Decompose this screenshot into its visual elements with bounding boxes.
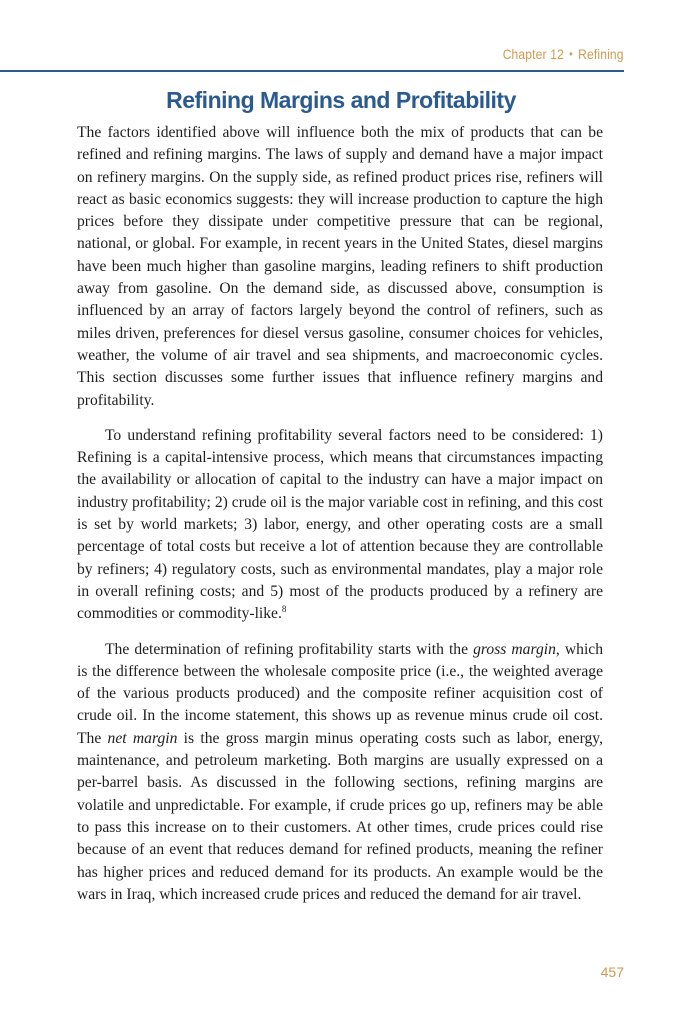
- paragraph-3: [77, 639, 603, 907]
- paragraph-2: [77, 425, 603, 626]
- paragraph-3-text-b: , which is the difference between the wholesale composite price (i.e., the weighted average of the various products produced) and the composite refiner acquisition cost of crude oil. In the income statement, this shows up as revenue minus crude oil cost. The: [77, 640, 604, 747]
- running-head: [503, 46, 624, 62]
- term-gross-margin: gross margin: [473, 640, 556, 658]
- page-number: 457: [600, 964, 624, 980]
- paragraph-1: [77, 122, 603, 412]
- footnote-ref: 8: [281, 604, 287, 615]
- paragraph-2-text: To understand refining profitability several factors need to be considered: 1) Refining is a capital-intensive process, which means that circumstances impacting the availability or allocation of capital to the industry can have a major impact on industry profitability; 2) crude oil is the major variable cost in refining, and this cost is set by world markets; 3) labor, energy, and other operating costs are a small percentage of total costs but receive a lot of attention because they are controllable by refiners; 4) regulatory costs, such as environmental mandates, play a major role in overall refining costs; and 5) most of the products produced by a refinery are commodities or commodity-like.: [77, 426, 603, 623]
- section-label: Refining: [578, 46, 624, 62]
- header-separator: •: [569, 47, 574, 61]
- paragraph-3-text-c: is the gross margin minus operating costs such as labor, energy, maintenance, and petroleum marketing. Both margins are usually expressed on a per-barrel basis. As discussed in the following sections, refining margins are volatile and unpredictable. For example, if crude prices go up, refiners may be able to pass this increase on to their customers. At other times, crude prices could rise because of an event that reduces demand for refined products, meaning the refiner has higher prices and reduced demand for its products. An example would be the wars in Iraq, which increased crude prices and reduced the demand for air travel.: [77, 729, 603, 903]
- chapter-label: Chapter 12: [503, 46, 565, 62]
- body-text: [77, 122, 603, 919]
- paragraph-3-text-a: The determination of refining profitability starts with the: [105, 640, 474, 658]
- section-title: Refining Margins and Profitability: [166, 87, 516, 113]
- header-rule: [0, 70, 624, 72]
- term-net-margin: net margin: [107, 729, 178, 747]
- paragraph-1-text: The factors identified above will influence both the mix of products that can be refined and refining margins. The laws of supply and demand have a major impact on refinery margins. On the supply side, as refined product prices rise, refiners will react as basic economics suggests: they will increase production to capture the high prices before they dissipate under competitive pressure that can be regional, national, or global. For example, in recent years in the United States, diesel margins have been much higher than gasoline margins, leading refiners to shift production away from gasoline. On the demand side, as discussed above, consumption is influenced by an array of factors largely beyond the control of refiners, such as miles driven, preferences for diesel versus gasoline, consumer choices for vehicles, weather, the volume of air travel and sea shipments, and macroeconomic cycles. This section discusses some further issues that influence refinery margins and profitability.: [77, 124, 603, 409]
